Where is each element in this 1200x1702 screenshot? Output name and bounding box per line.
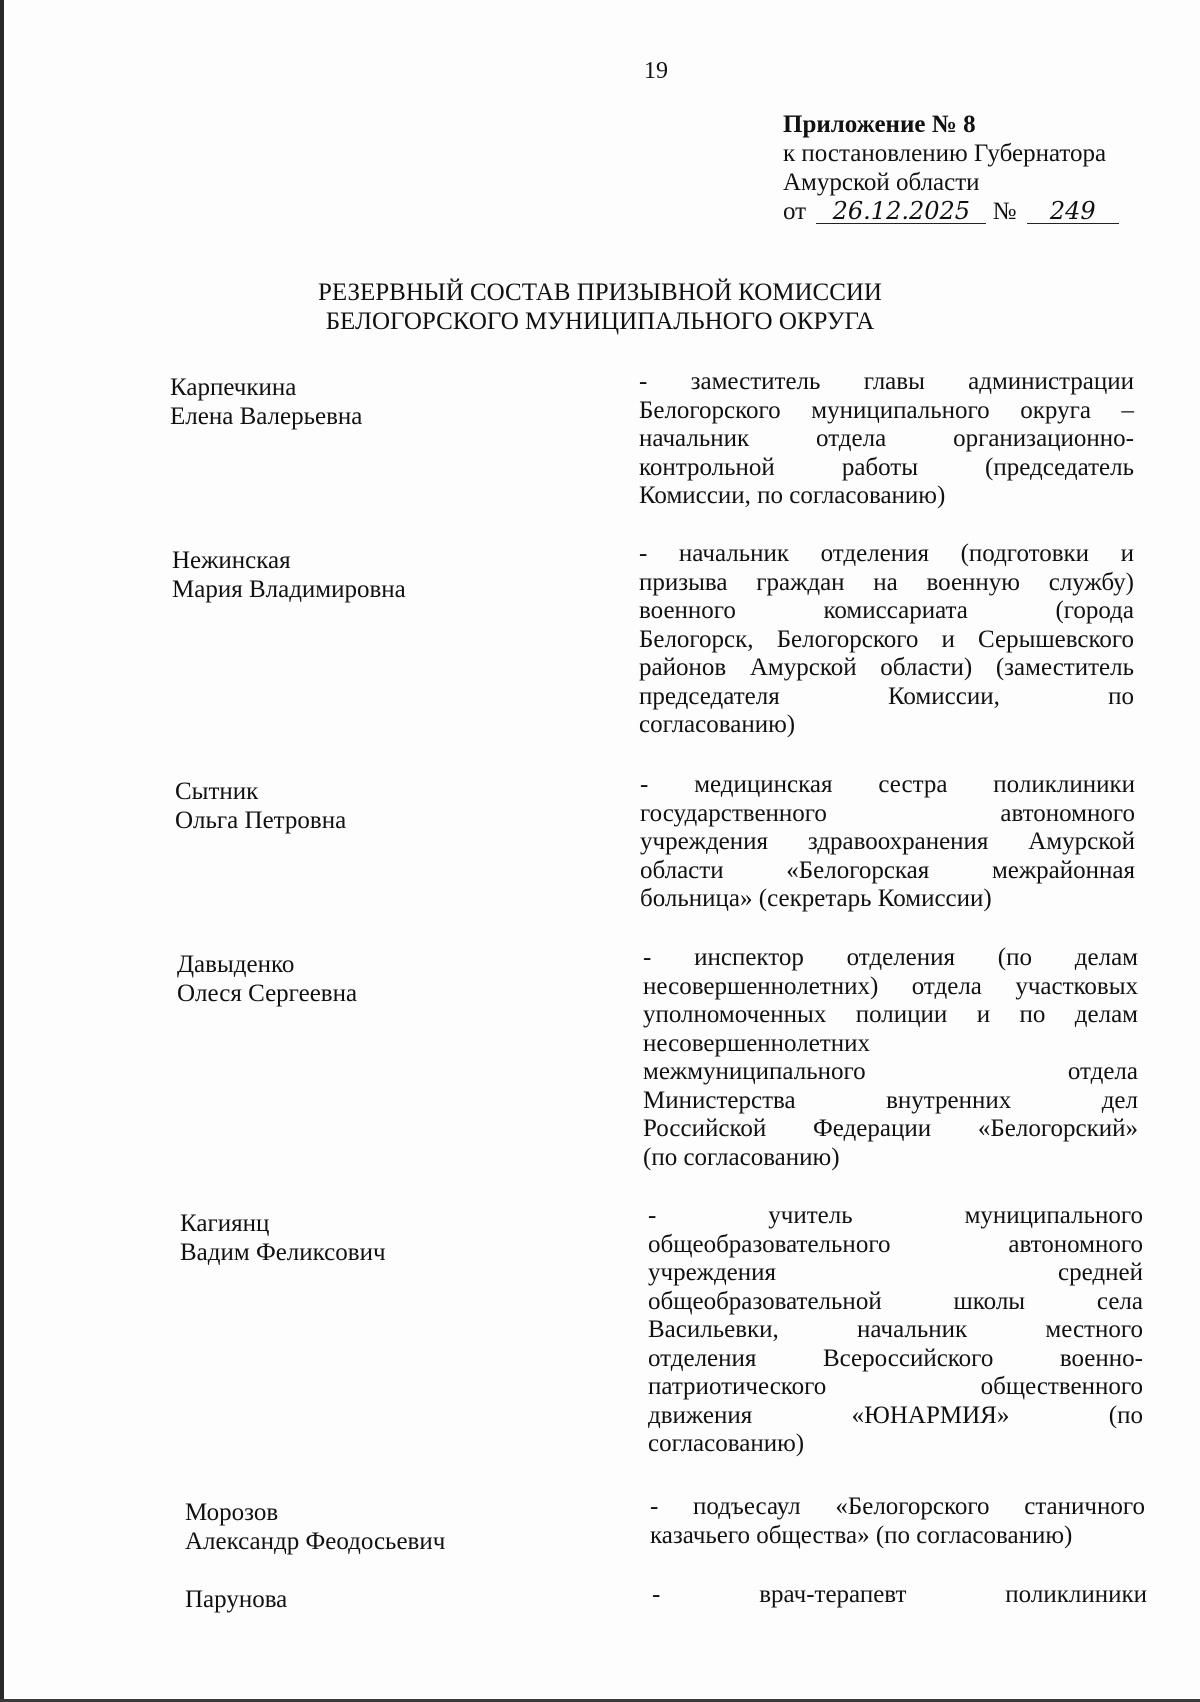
- member-given-name: Елена Валерьевна: [170, 403, 363, 430]
- role-line: несовершеннолетних: [643, 1029, 870, 1057]
- role-line: движения «ЮНАРМИЯ» (по: [648, 1401, 1143, 1429]
- role-line: области «Белогорская межрайонная: [640, 856, 1135, 884]
- appendix-title: Приложение № 8: [783, 111, 976, 138]
- role-line: призыва граждан на военную службу): [639, 568, 1134, 596]
- date-prefix: от: [783, 198, 807, 225]
- member-surname: Парунова: [185, 1586, 288, 1613]
- role-line: патриотического общественного: [648, 1373, 1143, 1400]
- role-line: военного комиссариата (города: [639, 597, 1134, 624]
- role-line: учреждения средней: [648, 1259, 1143, 1286]
- appendix-date-line: [783, 197, 1119, 226]
- member-surname: Нежинская: [172, 547, 291, 574]
- member-role: [639, 540, 1134, 740]
- member-role: [652, 1581, 1147, 1610]
- member-name: [170, 373, 362, 431]
- role-line: общеобразовательной школы села: [648, 1287, 1143, 1315]
- member-surname: Сытник: [175, 778, 259, 805]
- heading-line-1: РЕЗЕРВНЫЙ СОСТАВ ПРИЗЫВНОЙ КОМИССИИ: [317, 279, 882, 306]
- role-line: контрольной работы (председатель: [639, 453, 1134, 481]
- role-line: общеобразовательного автономного: [648, 1230, 1143, 1258]
- member-surname: Кагиянц: [180, 1210, 270, 1237]
- member-name: [175, 777, 346, 835]
- role-line: Белогорск, Белогорского и Серышевского: [639, 625, 1134, 653]
- role-line: районов Амурской области) (заместитель: [639, 654, 1134, 681]
- role-line: Белогорского муниципального округа –: [639, 396, 1134, 424]
- member-given-name: Мария Владимировна: [172, 576, 406, 603]
- role-line: Министерства внутренних дел: [643, 1086, 1138, 1114]
- member-role: [639, 368, 1134, 511]
- number-prefix: №: [992, 198, 1017, 225]
- appendix-line-3: Амурской области: [783, 169, 980, 196]
- role-line: отделения Всероссийского военно-: [648, 1344, 1143, 1372]
- member-role: [650, 1493, 1145, 1550]
- role-line: межмуниципального отдела: [643, 1058, 1138, 1085]
- role-line: - учитель муниципального: [648, 1202, 1143, 1229]
- role-line: - медицинская сестра поликлиники: [640, 771, 1135, 798]
- member-given-name: Олеся Сергеевна: [177, 980, 358, 1007]
- member-name: [185, 1498, 445, 1556]
- handwritten-number: 249: [1027, 199, 1119, 224]
- page-number: 19: [644, 58, 668, 84]
- role-line: Комиссии, по согласованию): [639, 482, 946, 509]
- role-line: согласованию): [648, 1430, 805, 1457]
- member-name: [185, 1585, 287, 1614]
- role-line: - врач-терапевт поликлиники: [652, 1581, 1147, 1608]
- role-line: председателя Комиссии, по: [639, 682, 1134, 710]
- member-role: [648, 1202, 1143, 1459]
- member-name: [180, 1209, 386, 1267]
- role-line: - инспектор отделения (по делам: [643, 944, 1138, 971]
- member-role: [640, 771, 1135, 914]
- heading-line-2: БЕЛОГОРСКОГО МУНИЦИПАЛЬНОГО ОКРУГА: [325, 308, 875, 335]
- member-surname: Морозов: [185, 1499, 279, 1526]
- member-name: [172, 546, 406, 604]
- role-line: учреждения здравоохранения Амурской: [640, 828, 1135, 855]
- role-line: - подъесаул «Белогорского станичного: [650, 1493, 1145, 1520]
- handwritten-date: 26.12.2025: [816, 199, 986, 224]
- role-line: - заместитель главы администрации: [639, 368, 1134, 395]
- role-line: согласованию): [639, 711, 796, 738]
- member-surname: Карпечкина: [170, 374, 297, 401]
- role-line: Российской Федерации «Белогорский»: [643, 1115, 1138, 1142]
- member-given-name: Вадим Феликсович: [180, 1239, 386, 1266]
- role-line: государственного автономного: [640, 799, 1135, 827]
- appendix-block: [783, 110, 1119, 226]
- role-line: несовершеннолетних) отдела участковых: [643, 972, 1138, 1000]
- role-line: уполномоченных полиции и по делам: [643, 1001, 1138, 1028]
- member-given-name: Ольга Петровна: [175, 807, 347, 834]
- appendix-line-2: к постановлению Губернатора: [783, 140, 1107, 167]
- member-given-name: Александр Феодосьевич: [185, 1528, 446, 1555]
- role-line: - начальник отделения (подготовки и: [639, 540, 1134, 567]
- scan-edge-left: [0, 0, 4, 1702]
- member-name: [177, 950, 357, 1008]
- role-line: (по согласованию): [643, 1143, 840, 1171]
- member-role: [643, 944, 1138, 1172]
- role-line: казачьего общества» (по согласованию): [650, 1521, 1073, 1549]
- role-line: Васильевки, начальник местного: [648, 1316, 1143, 1343]
- document-heading: [230, 278, 970, 336]
- role-line: начальник отдела организационно-: [639, 425, 1134, 452]
- member-surname: Давыденко: [177, 951, 295, 978]
- role-line: больница» (секретарь Комиссии): [640, 885, 992, 912]
